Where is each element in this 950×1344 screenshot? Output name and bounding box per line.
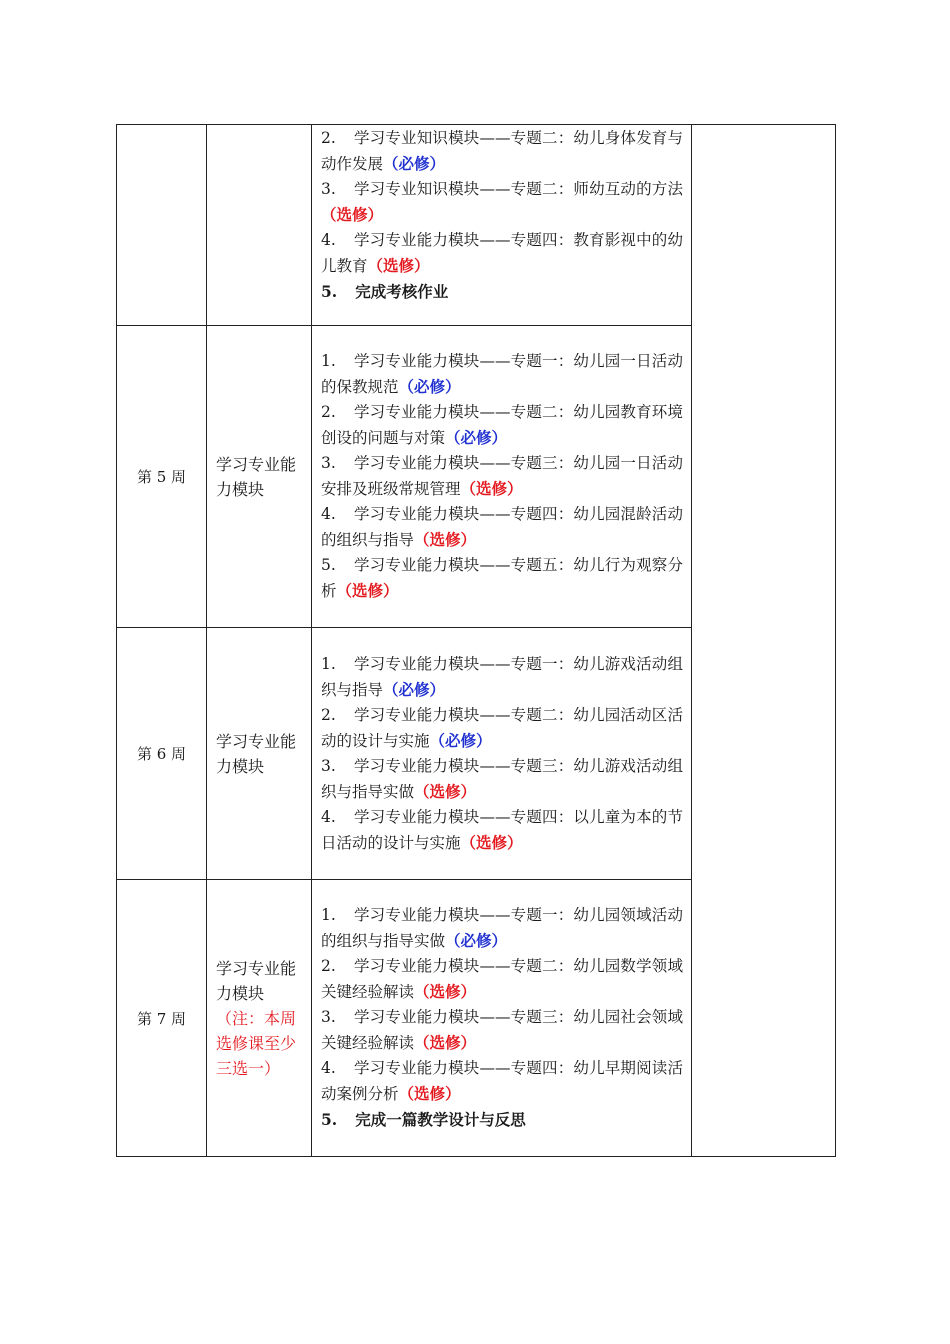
item-text: 学习专业能力模块——专题四：以儿童为本的节日活动的设计与实施	[321, 807, 683, 852]
items-cell	[312, 326, 692, 628]
table-row	[117, 125, 836, 326]
elective-tag: （选修）	[321, 205, 384, 224]
item-number: 1.	[321, 906, 336, 924]
list-item	[321, 126, 683, 177]
required-tag: （必修）	[445, 931, 508, 950]
item-number: 2.	[321, 957, 336, 975]
elective-tag: （选修）	[336, 581, 399, 600]
item-text: 学习专业能力模块——专题三：幼儿园一日活动安排及班级常规管理	[321, 454, 683, 498]
schedule-table	[116, 124, 836, 1157]
item-text: 完成一篇教学设计与反思	[355, 1110, 526, 1129]
required-tag: （必修）	[398, 377, 461, 396]
item-number: 4.	[321, 231, 336, 249]
item-number: 4.	[321, 807, 336, 826]
item-text: 学习专业能力模块——专题三：幼儿园社会领域关键经验解读	[321, 1008, 683, 1052]
module-cell: 学习专业能力模块	[207, 628, 312, 880]
item-number: 2.	[321, 129, 336, 147]
elective-tag: （选修）	[367, 256, 430, 275]
required-tag: （必修）	[383, 679, 446, 699]
elective-tag: （选修）	[414, 1033, 477, 1052]
week-cell: 第 7 周	[117, 880, 207, 1157]
elective-tag: （选修）	[414, 781, 477, 801]
item-text: 学习专业能力模块——专题三：幼儿游戏活动组织与指导实做	[321, 756, 683, 801]
list-item	[321, 1107, 683, 1133]
list-item	[321, 228, 683, 279]
items-cell	[312, 125, 692, 326]
item-number: 5.	[321, 1110, 338, 1129]
item-text: 学习专业能力模块——专题四：幼儿早期阅读活动案例分析	[321, 1059, 683, 1103]
item-number: 4.	[321, 505, 336, 523]
item-text: 学习专业能力模块——专题二：幼儿园数学领域关键经验解读	[321, 957, 683, 1001]
list-item	[321, 903, 683, 954]
item-number: 1.	[321, 352, 336, 370]
list-item	[321, 349, 683, 400]
list-item	[321, 652, 683, 703]
item-text: 完成考核作业	[355, 282, 449, 301]
item-text: 学习专业能力模块——专题五：幼儿行为观察分析	[321, 556, 683, 600]
items-cell	[312, 628, 692, 880]
item-number: 3.	[321, 1008, 336, 1026]
module-label: 学习专业能力模块	[216, 958, 297, 1003]
item-text: 学习专业知识模块——专题二：师幼互动的方法	[353, 180, 683, 198]
list-item	[321, 754, 683, 805]
elective-tag: （选修）	[460, 479, 523, 498]
module-cell: 学习专业能力模块	[207, 326, 312, 628]
item-text: 学习专业能力模块——专题四：教育影视中的幼儿教育	[321, 231, 683, 275]
list-item	[321, 1005, 683, 1056]
list-item	[321, 279, 683, 305]
items-cell	[312, 880, 692, 1157]
item-text: 学习专业能力模块——专题一：幼儿游戏活动组织与指导	[321, 654, 683, 699]
list-item	[321, 177, 683, 228]
item-text: 学习专业能力模块——专题二：幼儿园活动区活动的设计与实施	[321, 705, 683, 750]
remarks-cell	[692, 125, 836, 1157]
module-note: （注：本周选修课至少三选一）	[216, 1008, 297, 1078]
list-item	[321, 1056, 683, 1107]
elective-tag: （选修）	[460, 832, 523, 852]
list-item	[321, 805, 683, 856]
module-cell	[207, 880, 312, 1157]
elective-tag: （选修）	[398, 1084, 461, 1103]
item-number: 5.	[321, 282, 338, 301]
item-number: 3.	[321, 756, 336, 775]
required-tag: （必修）	[429, 730, 492, 750]
item-text: 学习专业能力模块——专题四：幼儿园混龄活动的组织与指导	[321, 505, 683, 549]
elective-tag: （选修）	[414, 982, 477, 1001]
module-cell	[207, 125, 312, 326]
week-cell: 第 6 周	[117, 628, 207, 880]
list-item	[321, 553, 683, 604]
list-item	[321, 703, 683, 754]
elective-tag: （选修）	[414, 530, 477, 549]
week-cell: 第 5 周	[117, 326, 207, 628]
item-text: 学习专业能力模块——专题一：幼儿园领域活动的组织与指导实做	[321, 906, 683, 950]
item-number: 3.	[321, 180, 336, 198]
item-number: 1.	[321, 654, 336, 673]
required-tag: （必修）	[383, 154, 446, 173]
item-text: 学习专业能力模块——专题二：幼儿园教育环境创设的问题与对策	[321, 403, 683, 447]
item-text: 学习专业知识模块——专题二：幼儿身体发育与动作发展	[321, 129, 683, 173]
item-text: 学习专业能力模块——专题一：幼儿园一日活动的保教规范	[321, 352, 683, 396]
required-tag: （必修）	[445, 428, 508, 447]
list-item	[321, 502, 683, 553]
list-item	[321, 954, 683, 1005]
item-number: 4.	[321, 1059, 336, 1077]
schedule-body	[117, 125, 836, 1157]
item-number: 3.	[321, 454, 336, 472]
item-number: 2.	[321, 705, 336, 724]
list-item	[321, 400, 683, 451]
list-item	[321, 451, 683, 502]
week-cell	[117, 125, 207, 326]
item-number: 5.	[321, 556, 336, 574]
item-number: 2.	[321, 403, 336, 421]
